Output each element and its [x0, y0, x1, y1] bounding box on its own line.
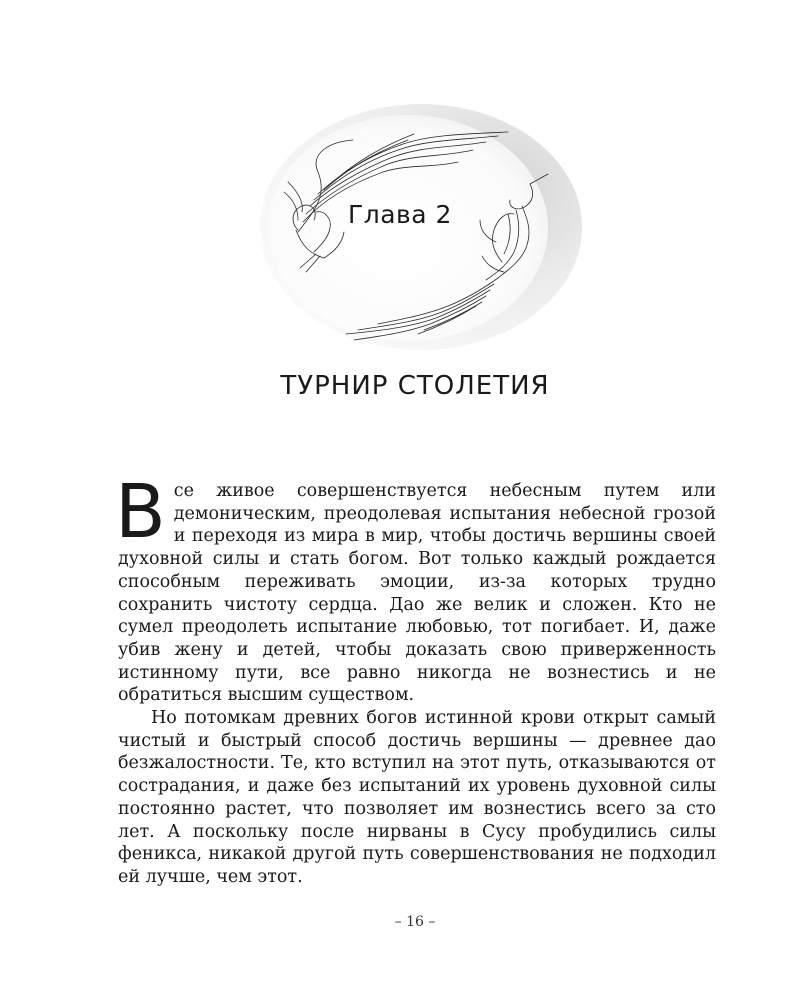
paragraph-1-text: се живое совершенствуется небесным путем или демоническим, преодолевая испытания небесной грозой и переходя из мира в мир, чтобы достичь вершины своей духовной силы и стать богом. Вот только каждый рождается способным переживать эмоции, из-за которых трудно сохранить чистоту сердца. Дао же велик и сложен. Кто не сумел преодолеть испытание любовью, тот погибает. И, даже убив жену и детей, чтобы доказать свою приверженность истинному пути, все равно никогда не вознестись и не обратиться высшим существом.	[118, 481, 716, 706]
chapter-title: ТУРНИР СТОЛЕТИЯ	[280, 371, 550, 401]
chapter-label: Глава 2	[348, 200, 452, 229]
paragraph-2: Но потомкам древних богов истинной крови открыт самый чистый и быстрый способ достичь вершины — древнее дао безжалостности. Те, кто вступил на этот путь, отказываются от сострадания, и даже без испытаний их уровень духовной силы постоянно растет, что позволяет им вознестись всего за сто лет. А поскольку после нирваны в Сусу пробудились силы феникса, никакой другой путь совершенствования не подходил ей лучше, чем этот.	[118, 708, 716, 887]
body-text	[115, 469, 716, 889]
drop-cap: В	[115, 469, 166, 555]
paragraph-1	[115, 469, 716, 707]
page-number: – 16 –	[394, 914, 436, 930]
